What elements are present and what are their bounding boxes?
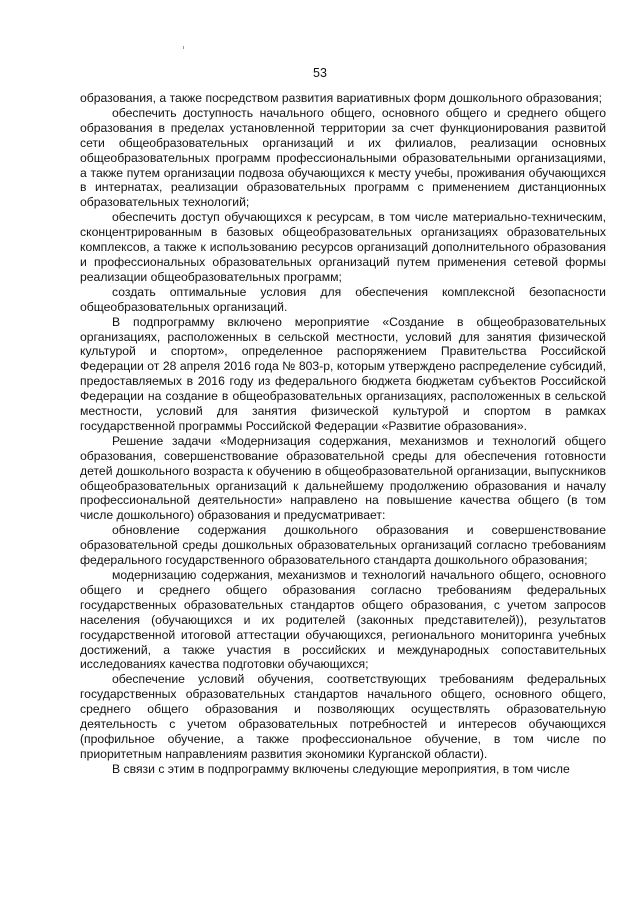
paragraph: обеспечить доступность начального общего, основного общего и среднего общего образования в пределах установленной территории за счет функционирования развитой сети общеобразовательных организаций и их филиалов, реализации основных общеобразовательных программ профессиональными образовательными организациями, а также путем организации подвоза обучающихся к месту учебы, проживания обучающихся в интернатах, реализации образовательных программ с применением дистанционных образовательных технологий; <box>80 105 606 210</box>
paragraph: образования, а также посредством развития вариативных форм дошкольного образования; <box>80 91 602 105</box>
paragraph: обновление содержания дошкольного образования и совершенствование образовательной среды дошкольных образовательных организаций согласно требованиям федерального государственного образовательного стандарта дошкольного образования; <box>80 523 606 568</box>
document-body <box>80 91 606 777</box>
scan-speck <box>183 46 184 49</box>
paragraph: создать оптимальные условия для обеспечения комплексной безопасности общеобразовательных организаций. <box>80 284 606 314</box>
paragraph: обеспечение условий обучения, соответствующих требованиям федеральных государственных образовательных стандартов начального общего, основного общего, среднего общего образования и позволяющих осуществлять образовательную деятельность с учетом образовательных потребностей и интересов обучающихся (профильное обучение, а также профессиональное обучение, в том числе по приоритетным направлениям развития экономики Курганской области). <box>80 672 606 761</box>
paragraph: В подпрограмму включено мероприятие «Создание в общеобразовательных организациях, расположенных в сельской местности, условий для занятия физической культурой и спортом», определенное распоряжением Правительства Российской Федерации от 28 апреля 2016 года № 803-р, которым утверждено распределение субсидий, предоставляемых в 2016 году из федерального бюджета бюджетам субъектов Российской Федерации на создание в общеобразовательных организациях, расположенных в сельской местности, условий для занятия физической культурой и спортом в рамках государственной программы Российской Федерации «Развитие образования». <box>80 314 606 433</box>
page-number: 53 <box>313 66 327 80</box>
paragraph: обеспечить доступ обучающихся к ресурсам, в том числе материально-техническим, сконцентрированным в базовых общеобразовательных организациях образовательных комплексов, а также к использованию ресурсов организаций дополнительного образования и профессиональных образовательных организаций путем применения сетевой формы реализации общеобразовательных программ; <box>80 210 606 284</box>
paragraph: модернизацию содержания, механизмов и технологий начального общего, основного общего и среднего общего образования согласно требованиям федеральных государственных образовательных стандартов общего образования, с учетом запросов населения (обучающихся и их родителей (законных представителей)), результатов государственной итоговой аттестации обучающихся, регионального мониторинга учебных достижений, а также участия в российских и международных сопоставительных исследованиях качества подготовки обучающихся; <box>80 568 606 672</box>
paragraph: Решение задачи «Модернизация содержания, механизмов и технологий общего образования, совершенствование образовательной среды для обеспечения готовности детей дошкольного возраста к обучению в общеобразовательной организации, выпускников общеобразовательных организаций к дальнейшему продолжению образования и началу профессиональной деятельности» направлено на повышение качества общего (в том числе дошкольного) образования и предусматривает: <box>80 433 606 523</box>
paragraph: В связи с этим в подпрограмму включены следующие мероприятия, в том числе <box>112 761 570 776</box>
